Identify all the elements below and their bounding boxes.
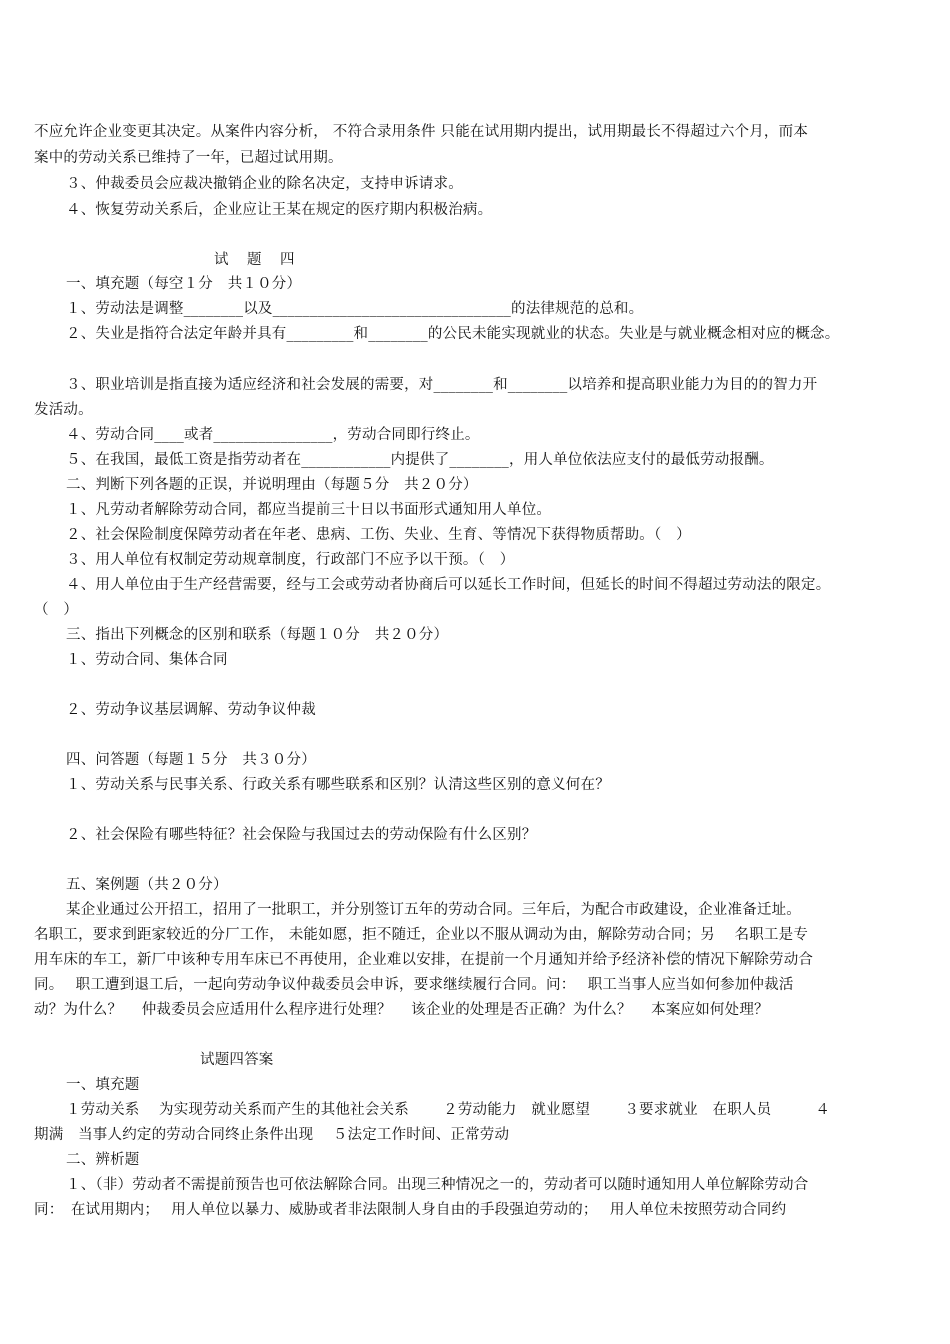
section-heading: 三、指出下列概念的区别和联系（每题１０分 共２０分） xyxy=(66,627,449,643)
question-line: １、劳动关系与民事关系、行政关系有哪些联系和区别？认清这些区别的意义何在？ xyxy=(66,777,610,793)
section-heading: 一、填充题 xyxy=(66,1077,140,1093)
case-text: 用车床的车工，新厂中该种专用车床已不再使用，企业难以安排，在提前一个月通知并给予经济补偿的情况下解除劳动合 xyxy=(34,952,814,968)
text-line: ３、仲裁委员会应裁决撤销企业的除名决定，支持申诉请求。 xyxy=(66,176,463,192)
case-text: 名职工，要求到距家较近的分厂工作， 未能如愿，拒不随迁，企业以不服从调动为由，解除劳动合同；另 名职工是专 xyxy=(34,927,809,943)
question-line: ３、职业培训是指直接为适应经济和社会发展的需要，对________和________以培养和提高职业能力为目的的智力开 xyxy=(66,377,818,393)
question-line: （ ） xyxy=(34,602,79,618)
answer-line: １劳动关系 为实现劳动关系而产生的其他社会关系 ２劳动能力 就业愿望 ３要求就业 在职人员 ４ xyxy=(66,1102,831,1118)
section-heading: 一、填充题（每空１分 共１０分） xyxy=(66,276,302,292)
case-text: 某企业通过公开招工，招用了一批职工，并分别签订五年的劳动合同。三年后，为配合市政建设，企业准备迁址。 xyxy=(66,902,801,918)
section-heading: 二、判断下列各题的正误，并说明理由（每题５分 共２０分） xyxy=(66,477,478,493)
question-line: ４、用人单位由于生产经营需要，经与工会或劳动者协商后可以延长工作时间，但延长的时间不得超过劳动法的限定。 xyxy=(66,577,831,593)
case-text: 动？为什么？ 仲裁委员会应适用什么程序进行处理？ 该企业的处理是否正确？为什么？ 本案应如何处理？ xyxy=(34,1002,769,1018)
text-line: ４、恢复劳动关系后，企业应让王某在规定的医疗期内积极治病。 xyxy=(66,202,493,218)
question-line: ２、失业是指符合法定年龄并具有_________和________的公民未能实现就业的状态。失业是与就业概念相对应的概念。 xyxy=(66,326,840,342)
text-line: 案中的劳动关系已维持了一年，已超过试用期。 xyxy=(34,150,343,166)
text-line: 不应允许企业变更其决定。从案件内容分析， 不符合录用条件 只能在试用期内提出，试用期最长不得超过六个月，而本 xyxy=(34,124,809,140)
question-line: １、凡劳动者解除劳动合同，都应当提前三十日以书面形式通知用人单位。 xyxy=(66,502,552,518)
section-heading: 二、辨析题 xyxy=(66,1152,140,1168)
case-text: 同。 职工遭到退工后，一起向劳动争议仲裁委员会申诉，要求继续履行合同。问： 职工当事人应当如何参加仲裁活 xyxy=(34,977,794,993)
question-line: ３、用人单位有权制定劳动规章制度，行政部门不应予以干预。（ ） xyxy=(66,552,515,568)
question-line: １、劳动法是调整________以及________________________________的法律规范的总和。 xyxy=(66,301,644,317)
question-line: ２、社会保险有哪些特征？社会保险与我国过去的劳动保险有什么区别？ xyxy=(66,827,537,843)
section-title: 试 题 四 xyxy=(214,252,297,268)
question-line: ２、社会保险制度保障劳动者在年老、患病、工伤、失业、生育、等情况下获得物质帮助。（ ） xyxy=(66,527,691,543)
question-line: ４、劳动合同____或者________________，劳动合同即行终止。 xyxy=(66,427,480,443)
answer-line: 期满 当事人约定的劳动合同终止条件出现 ５法定工作时间、正常劳动 xyxy=(34,1127,510,1143)
answer-line: １、（非）劳动者不需提前预告也可依法解除合同。出现三种情况之一的，劳动者可以随时通知用人单位解除劳动合 xyxy=(66,1177,809,1193)
section-heading: 五、案例题（共２０分） xyxy=(66,877,228,893)
question-line: ２、劳动争议基层调解、劳动争议仲裁 xyxy=(66,702,316,718)
answer-line: 同： 在试用期内； 用人单位以暴力、威胁或者非法限制人身自由的手段强迫劳动的； 用人单位未按照劳动合同约 xyxy=(34,1202,787,1218)
answer-title: 试题四答案 xyxy=(200,1052,274,1068)
section-heading: 四、问答题（每题１５分 共３０分） xyxy=(66,752,316,768)
question-line: １、劳动合同、集体合同 xyxy=(66,652,228,668)
question-line: 发活动。 xyxy=(34,402,93,418)
question-line: ５、在我国，最低工资是指劳动者在____________内提供了________，用人单位依法应支付的最低劳动报酬。 xyxy=(66,452,774,468)
